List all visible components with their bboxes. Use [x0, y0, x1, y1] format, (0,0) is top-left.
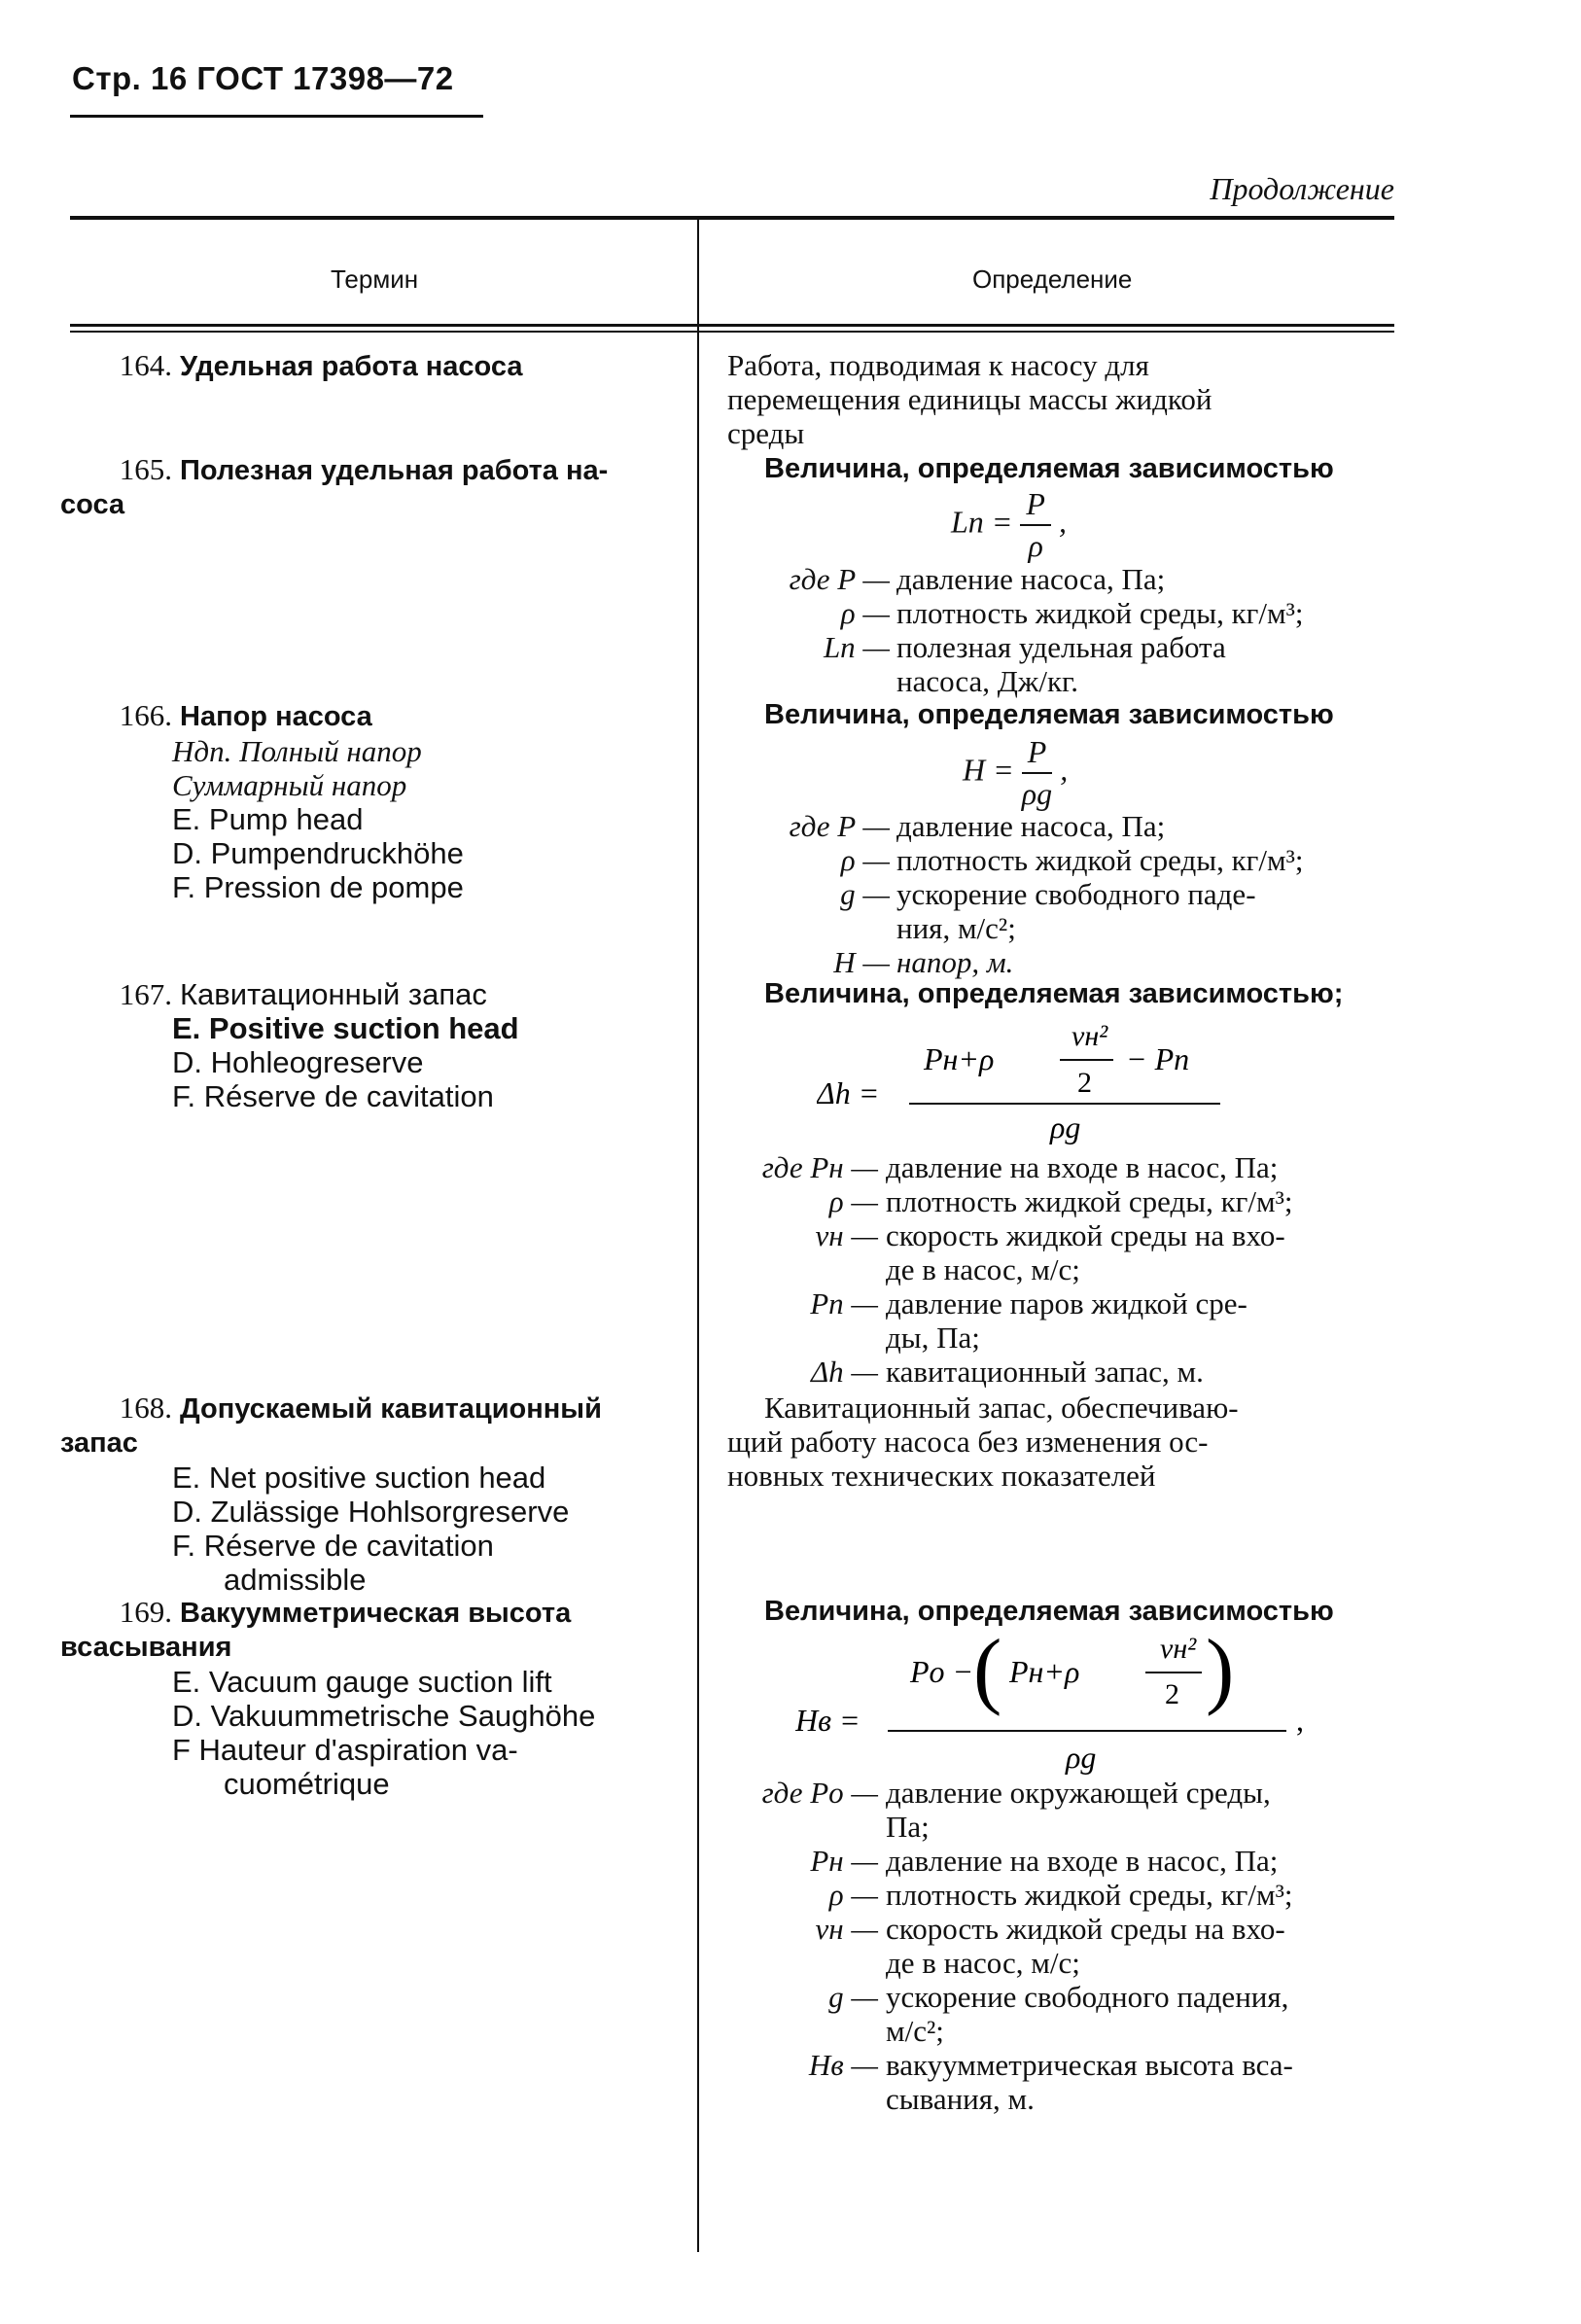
term-166 — [60, 698, 683, 904]
symbol: где P — — [789, 562, 890, 596]
symbol: ρ — — [840, 596, 890, 630]
definition-166 — [727, 698, 1398, 732]
term-number: 169. — [119, 1595, 172, 1629]
term-168 — [60, 1391, 683, 1597]
symbol: g — — [828, 1980, 878, 2014]
term-164 — [60, 348, 683, 384]
definition-164 — [727, 348, 1398, 450]
symbol: Hв — — [808, 2048, 878, 2082]
header-rule — [70, 115, 483, 118]
def-line: среды — [727, 416, 805, 450]
formula-minus-pp: − Pп — [1126, 1041, 1190, 1076]
non-recommended-term: Суммарный напор — [172, 768, 407, 802]
symbol-desc: давление окружающей среды, — [886, 1776, 1271, 1810]
column-header-term: Термин — [331, 264, 419, 294]
page-header — [72, 60, 454, 97]
symbol-desc: давление насоса, Па; — [896, 809, 1166, 843]
symbol-desc: плотность жидкой среды, кг/м³; — [896, 596, 1304, 630]
term-title: Вакуумметрическая высота — [180, 1598, 572, 1629]
def-line: щий работу насоса без изменения ос- — [727, 1425, 1209, 1459]
term-number: 165. — [119, 452, 172, 486]
formula-numerator-part: Pн+ρ — [924, 1041, 995, 1076]
denominator: ρ — [1028, 528, 1043, 563]
symbol-desc: ды, Па; — [886, 1320, 980, 1355]
formula-lhs: Lп = — [951, 504, 1013, 540]
formula-denominator: ρg — [1050, 1109, 1081, 1144]
term-title-cont: всасывания — [60, 1632, 232, 1663]
gost-code: ГОСТ 17398—72 — [196, 60, 454, 96]
formula-pn: Pн+ρ — [1009, 1654, 1080, 1689]
denominator: ρg — [1021, 776, 1053, 811]
formula-tail: , — [1060, 752, 1069, 788]
term-169 — [60, 1595, 683, 1801]
term-number: 167. — [119, 977, 172, 1011]
symbol-desc: давление паров жидкой сре- — [886, 1286, 1247, 1320]
symbol-desc: ния, м/с²; — [896, 911, 1016, 945]
french-equivalent-cont: cuométrique — [224, 1767, 390, 1801]
french-equivalent: F. Pression de pompe — [172, 870, 464, 904]
term-number: 166. — [119, 698, 172, 732]
term-165 — [60, 452, 683, 522]
formula-lhs: H = — [963, 752, 1014, 788]
symbol-desc: де в насос, м/с; — [886, 1252, 1080, 1286]
numerator: P — [1020, 486, 1051, 526]
definition-168 — [727, 1391, 1398, 1493]
symbol-desc: вакуумметрическая высота вса- — [886, 2048, 1293, 2082]
symbol-desc: сывания, м. — [886, 2082, 1035, 2116]
column-header-definition: Определение — [972, 264, 1133, 294]
formula-165 — [951, 486, 1067, 564]
symbol: где Pо — — [761, 1776, 878, 1810]
symbol: где Pн — — [761, 1150, 878, 1184]
formula-166 — [963, 734, 1068, 812]
non-recommended-term: Ндп. Полный напор — [172, 734, 422, 768]
term-title: Напор насоса — [180, 701, 372, 732]
english-equivalent: E. Pump head — [172, 802, 364, 836]
formula-lhs: Hв = — [795, 1703, 861, 1738]
symbol: ρ — — [840, 843, 890, 877]
symbol-desc: скорость жидкой среды на вхо- — [886, 1218, 1285, 1252]
header-bottom-rule — [70, 324, 1394, 327]
symbol-desc: Па; — [886, 1810, 930, 1844]
formula-po: Pо − — [910, 1654, 974, 1689]
symbol: g — — [840, 877, 890, 911]
def-line: перемещения единицы массы жидкой — [727, 382, 1212, 416]
symbol-desc: давление на входе в насос, Па; — [886, 1844, 1279, 1878]
formula-tail: , — [1058, 504, 1067, 540]
formula-denominator: ρg — [1066, 1740, 1097, 1775]
definition-intro: Величина, определяемая зависимостью — [764, 453, 1334, 484]
definition-165 — [727, 452, 1398, 486]
term-number: 168. — [119, 1391, 172, 1425]
term-title: Удельная работа насоса — [180, 351, 523, 382]
symbol-desc: давление на входе в насос, Па; — [886, 1150, 1279, 1184]
symbol: ρ — — [828, 1184, 878, 1218]
symbol: ρ — — [828, 1878, 878, 1912]
english-equivalent: E. Net positive suction head — [172, 1461, 546, 1495]
def-line: Кавитационный запас, обеспечиваю- — [764, 1391, 1239, 1425]
symbol-desc: кавитационный запас, м. — [886, 1355, 1204, 1389]
formula-paren-close: ) — [1206, 1634, 1235, 1717]
symbol: где P — — [789, 809, 890, 843]
term-167 — [60, 977, 683, 1113]
where-169 — [727, 1776, 1398, 2116]
english-equivalent: E. Positive suction head — [172, 1011, 519, 1045]
term-title-cont: соса — [60, 489, 125, 520]
table-top-rule — [70, 216, 1394, 220]
symbol-desc: давление насоса, Па; — [896, 562, 1166, 596]
header-bottom-rule-2 — [70, 331, 1394, 333]
continued-label: Продолжение — [1210, 171, 1394, 206]
term-title: Кавитационный запас — [180, 977, 487, 1011]
definition-intro: Величина, определяемая зависимостью — [764, 1596, 1334, 1627]
formula-169 — [795, 1634, 1340, 1779]
formula-velocity: vн² — [1160, 1634, 1197, 1665]
term-number: 164. — [119, 348, 172, 382]
german-equivalent: D. Zulässige Hohlsorgreserve — [172, 1495, 570, 1529]
where-166 — [739, 809, 1400, 979]
french-equivalent: F. Réserve de cavitation — [172, 1079, 494, 1113]
definition-intro: Величина, определяемая зависимостью; — [764, 978, 1344, 1009]
symbol: Lп — — [823, 630, 890, 664]
term-title-cont: запас — [60, 1427, 138, 1459]
symbol: Pн — — [810, 1844, 878, 1878]
def-line: Работа, подводимая к насосу для — [727, 348, 1149, 382]
french-equivalent: F. Réserve de cavitation — [172, 1529, 494, 1563]
formula-paren-open: ( — [973, 1634, 1002, 1717]
page-number: Стр. 16 — [72, 60, 188, 96]
column-divider — [697, 220, 699, 2252]
def-line: новных технических показателей — [727, 1459, 1156, 1493]
symbol-desc: полезная удельная работа — [896, 630, 1226, 664]
term-title: Полезная удельная работа на- — [180, 455, 609, 486]
formula-167 — [817, 1016, 1225, 1152]
symbol: Δh — — [810, 1355, 878, 1389]
formula-fraction — [1020, 486, 1051, 564]
symbol: H — — [833, 945, 890, 979]
symbol-desc: де в насос, м/с; — [886, 1946, 1080, 1980]
symbol-desc: плотность жидкой среды, кг/м³; — [886, 1184, 1293, 1218]
formula-two: 2 — [1165, 1678, 1179, 1710]
symbol: Pп — — [810, 1286, 878, 1320]
german-equivalent: D. Hohleogreserve — [172, 1045, 424, 1079]
symbol-desc: насоса, Дж/кг. — [896, 664, 1078, 698]
formula-fraction — [1022, 734, 1053, 812]
symbol: vн — — [815, 1218, 878, 1252]
definition-167 — [727, 977, 1398, 1011]
symbol-desc: плотность жидкой среды, кг/м³; — [886, 1878, 1293, 1912]
where-167 — [727, 1150, 1398, 1389]
symbol-desc: скорость жидкой среды на вхо- — [886, 1912, 1285, 1946]
symbol: vн — — [815, 1912, 878, 1946]
numerator: P — [1022, 734, 1053, 774]
term-title: Допускаемый кавитационный — [180, 1393, 602, 1425]
symbol-desc: ускорение свободного паде- — [896, 877, 1256, 911]
german-equivalent: D. Pumpendruckhöhe — [172, 836, 464, 870]
symbol-desc: напор, м. — [896, 945, 1014, 979]
symbol-desc: м/с²; — [886, 2014, 944, 2048]
english-equivalent: E. Vacuum gauge suction lift — [172, 1665, 552, 1699]
french-equivalent: F Hauteur d'aspiration va- — [172, 1733, 518, 1767]
formula-two: 2 — [1077, 1067, 1092, 1099]
definition-intro: Величина, определяемая зависимостью — [764, 699, 1334, 730]
symbol-desc: плотность жидкой среды, кг/м³; — [896, 843, 1304, 877]
where-165 — [739, 562, 1400, 698]
formula-comma: , — [1296, 1703, 1304, 1738]
definition-169 — [727, 1595, 1398, 1629]
formula-lhs: Δh = — [817, 1075, 880, 1110]
german-equivalent: D. Vakuummetrische Saughöhe — [172, 1699, 596, 1733]
french-equivalent-cont: admissible — [224, 1563, 367, 1597]
symbol-desc: ускорение свободного падения, — [886, 1980, 1289, 2014]
formula-velocity: vн² — [1072, 1020, 1108, 1052]
